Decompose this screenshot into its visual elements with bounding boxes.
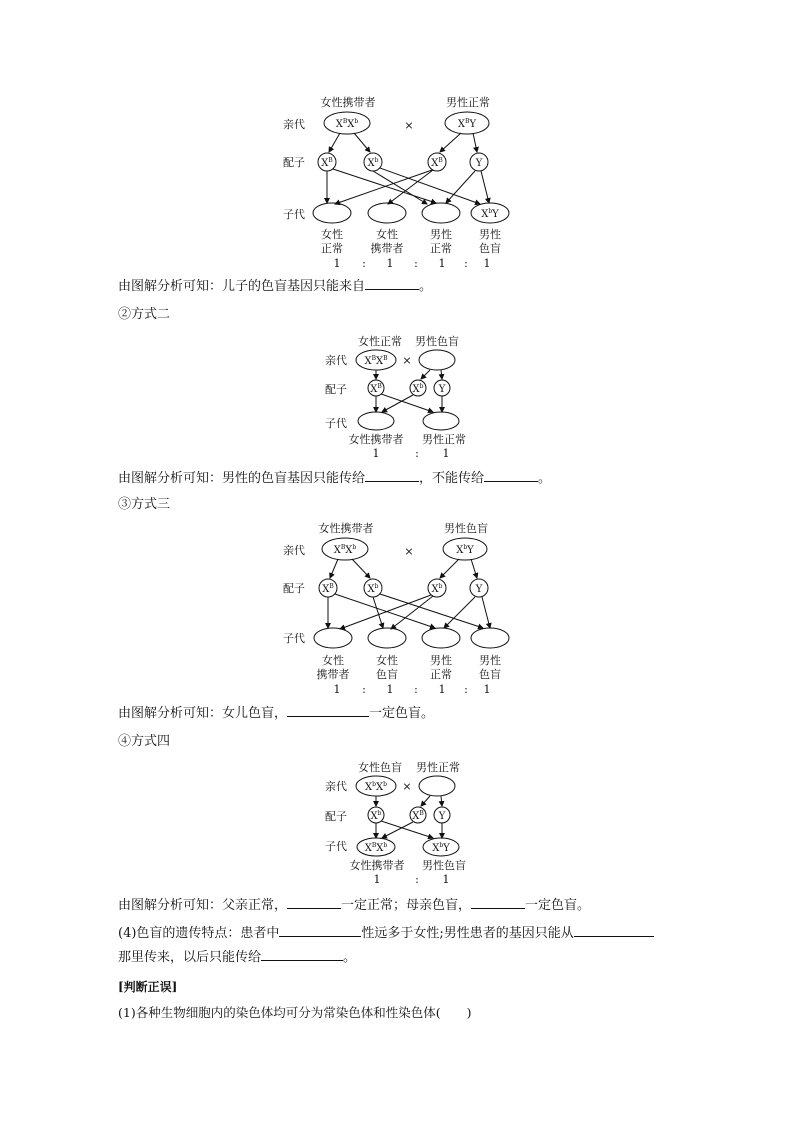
svg-text:亲代: 亲代 (325, 354, 347, 367)
svg-text:XB: $X^B$ (370, 383, 382, 395)
parent-female-label: 女性携带者 (320, 96, 376, 109)
svg-text:Xb: $X^b$ (370, 810, 382, 822)
svg-text:1: 1 (333, 683, 341, 696)
heading-mode-3: ③方式三 (118, 497, 171, 512)
judge-title: [判断正误] (118, 980, 178, 994)
genotype-male: $X^BY$ (457, 118, 477, 130)
svg-text:1: 1 (386, 257, 394, 270)
svg-text:女性: 女性 (376, 228, 398, 241)
svg-text:1: 1 (386, 683, 394, 696)
svg-text:女性色盲: 女性色盲 (358, 761, 402, 774)
svg-text:配子: 配子 (283, 582, 305, 595)
svg-text:正常: 正常 (321, 242, 343, 255)
svg-text:Y: Y (438, 811, 446, 822)
svg-text:男性: 男性 (479, 228, 501, 241)
svg-text:XbY: $X^bY$ (456, 544, 474, 556)
diagram-mode-4 (0, 758, 794, 888)
svg-text:XBXb: $X^BX^b$ (333, 544, 357, 556)
diagram-mode-1 (0, 92, 794, 272)
svg-text:Xb: $X^b$ (412, 383, 424, 395)
judge-item-1: (1)各种生物细胞内的染色体均可分为常染色体和性染色体( ) (118, 1005, 472, 1020)
svg-text:1: 1 (483, 683, 491, 696)
svg-text:女性携带者: 女性携带者 (349, 859, 405, 872)
analysis-text-2: 由图解分析可知：男性的色盲基因只能传给 ，不能传给 。 (118, 468, 551, 488)
svg-text:XB: $X^B$ (431, 157, 443, 169)
svg-text:配子: 配子 (325, 383, 347, 396)
svg-text:XBXB: $X^BX^B$ (364, 355, 388, 367)
svg-text:1: 1 (372, 447, 380, 460)
svg-text:色盲: 色盲 (479, 668, 501, 681)
svg-text:Y: Y (438, 384, 446, 395)
svg-text:×: × (402, 780, 412, 793)
svg-text:男性: 男性 (479, 654, 501, 667)
svg-text:携带者: 携带者 (316, 668, 350, 681)
fill-blank-3[interactable] (484, 468, 538, 482)
diagram-mode-3 (0, 518, 794, 698)
svg-text::: : (415, 873, 419, 886)
svg-text:女性正常: 女性正常 (358, 335, 402, 348)
analysis-text-4: 由图解分析可知：父亲正常， 一定正常；母亲色盲， 一定色盲。 (118, 895, 590, 915)
svg-text:配子: 配子 (325, 810, 347, 823)
analysis-text-3: 由图解分析可知：女儿色盲， 一定色盲。 (118, 703, 434, 723)
trait-text-2: 那里传来，以后只能传给 。 (118, 947, 356, 967)
svg-text::: : (464, 683, 468, 696)
svg-text:XbY: $X^bY$ (481, 208, 499, 220)
svg-text:1: 1 (333, 257, 341, 270)
svg-text:色盲: 色盲 (479, 242, 501, 255)
svg-text::: : (362, 257, 366, 270)
svg-text:子代: 子代 (325, 417, 347, 430)
svg-text:男性: 男性 (430, 228, 452, 241)
parent-male-label: 男性正常 (446, 96, 490, 109)
heading-mode-4: ④方式四 (118, 734, 171, 749)
svg-text:女性携带者: 女性携带者 (318, 522, 374, 535)
offspring-2 (368, 203, 406, 223)
svg-text:男性正常: 男性正常 (422, 433, 466, 446)
svg-text:Xb: $X^b$ (367, 583, 379, 595)
svg-text:正常: 正常 (430, 242, 452, 255)
row-label-parent: 亲代 (283, 118, 305, 131)
svg-text:子代: 子代 (283, 632, 305, 645)
svg-text:亲代: 亲代 (283, 544, 305, 557)
fill-blank-9[interactable] (261, 947, 343, 961)
fill-blank-5[interactable] (287, 895, 341, 909)
fill-blank-8[interactable] (574, 923, 654, 937)
offspring-1 (313, 203, 351, 223)
svg-text:XB: $X^B$ (412, 810, 424, 822)
svg-text:男性: 男性 (430, 654, 452, 667)
svg-text:XbXb: $X^bX^b$ (365, 781, 387, 793)
svg-text:Y: Y (475, 158, 483, 169)
analysis-text-1: 由图解分析可知：儿子的色盲基因只能来自 。 (118, 276, 432, 296)
svg-text::: : (464, 257, 468, 270)
svg-text:1: 1 (438, 683, 446, 696)
trait-text-1: (4)色盲的遗传特点：患者中 性远多于女性;男性患者的基因只能从 (118, 923, 654, 943)
row-label-offspring: 子代 (283, 208, 305, 221)
svg-text:Y: Y (475, 584, 483, 595)
svg-text:男性色盲: 男性色盲 (422, 859, 466, 872)
row-label-gamete: 配子 (283, 156, 305, 169)
svg-text:×: × (404, 545, 414, 558)
svg-text:女性: 女性 (321, 228, 343, 241)
fill-blank-4[interactable] (287, 703, 369, 717)
svg-text:Xb: $X^b$ (367, 157, 379, 169)
genotype-female: $X^BX^b$ (335, 118, 359, 130)
svg-text:正常: 正常 (430, 668, 452, 681)
heading-mode-2: ②方式二 (118, 307, 171, 322)
svg-text:Xb: $X^b$ (431, 583, 443, 595)
diagram-mode-2 (0, 332, 794, 462)
svg-text:XbY: $X^bY$ (432, 842, 450, 854)
svg-text:男性色盲: 男性色盲 (415, 335, 459, 348)
svg-text:子代: 子代 (325, 840, 347, 853)
svg-text:1: 1 (442, 447, 450, 460)
svg-text:女性: 女性 (322, 654, 344, 667)
fill-blank-1[interactable] (365, 276, 419, 290)
fill-blank-6[interactable] (471, 895, 525, 909)
svg-text:女性携带者: 女性携带者 (348, 433, 404, 446)
svg-text::: : (414, 683, 418, 696)
svg-text:1: 1 (373, 873, 381, 886)
svg-text:色盲: 色盲 (376, 668, 398, 681)
svg-text:女性: 女性 (376, 654, 398, 667)
parent-male-ellipse (419, 350, 455, 370)
svg-text:男性正常: 男性正常 (416, 761, 460, 774)
svg-text:1: 1 (438, 257, 446, 270)
svg-text::: : (362, 683, 366, 696)
svg-text:1: 1 (483, 257, 491, 270)
svg-text:×: × (402, 354, 412, 367)
svg-text:1: 1 (442, 873, 450, 886)
cross-symbol: × (404, 119, 414, 132)
svg-text::: : (414, 257, 418, 270)
fill-blank-7[interactable] (279, 923, 361, 937)
svg-text:携带者: 携带者 (370, 242, 404, 255)
svg-text:男性色盲: 男性色盲 (444, 522, 488, 535)
svg-text::: : (415, 447, 419, 460)
offspring-3 (422, 203, 460, 223)
ratio-row (334, 257, 491, 270)
svg-text:XB: $X^B$ (321, 157, 333, 169)
fill-blank-2[interactable] (365, 468, 419, 482)
svg-text:XB: $X^B$ (322, 583, 334, 595)
svg-text:XBXb: $X^BX^b$ (364, 842, 388, 854)
svg-text:亲代: 亲代 (325, 780, 347, 793)
